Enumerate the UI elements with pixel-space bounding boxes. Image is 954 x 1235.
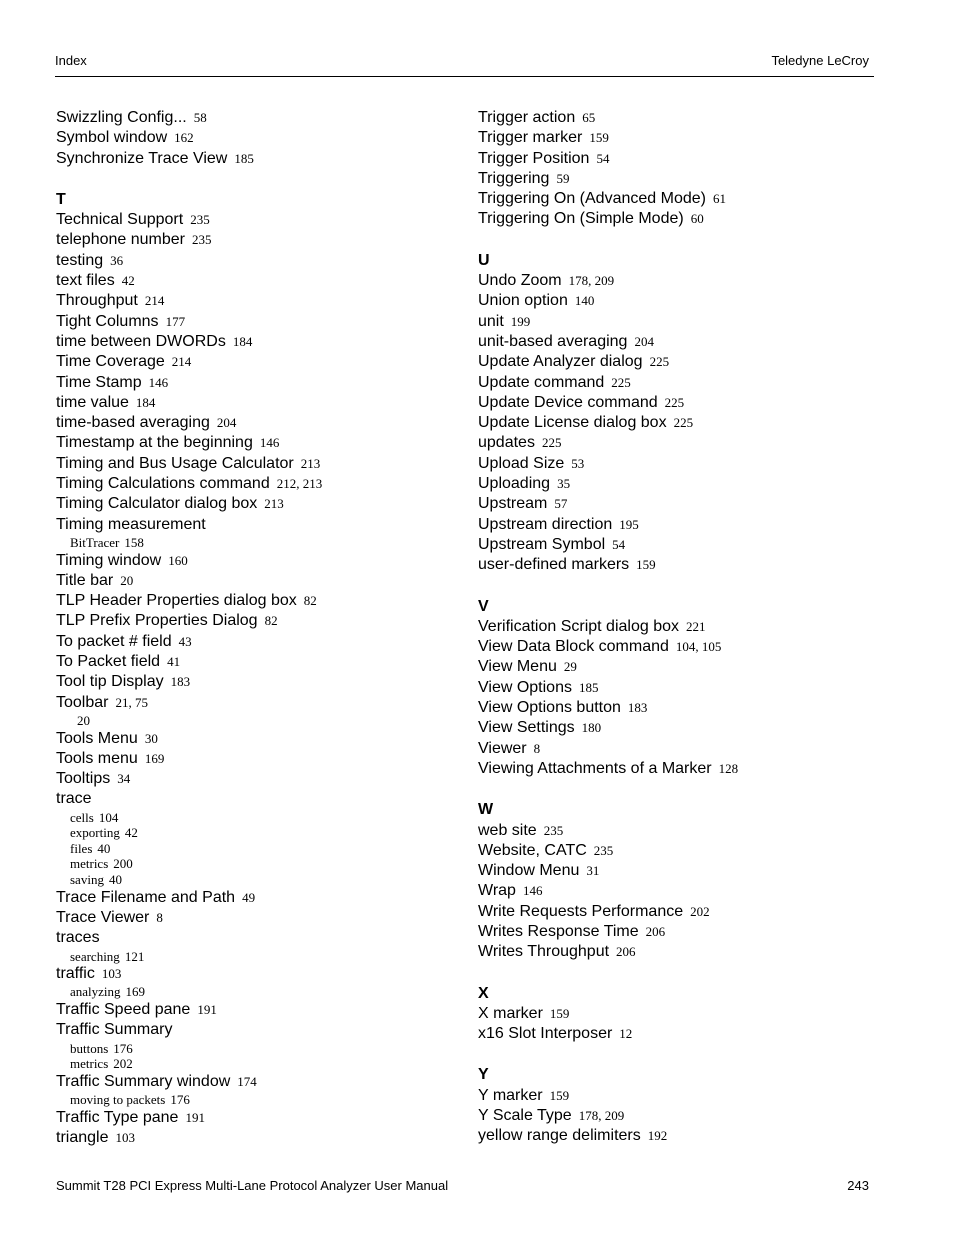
index-letter-heading: Y	[478, 1066, 489, 1084]
index-entry	[56, 769, 456, 789]
index-page-ref: 12	[619, 1026, 633, 1042]
index-entry	[56, 928, 456, 948]
header-section-title: Index	[55, 53, 87, 68]
index-page-ref: 183	[627, 700, 648, 716]
index-page-ref: 103	[101, 966, 122, 982]
index-term: Window Menu	[478, 862, 580, 880]
index-entry	[478, 1004, 878, 1024]
index-term: Time Coverage	[56, 353, 165, 371]
index-subentry	[56, 984, 456, 1000]
index-entry	[56, 251, 456, 271]
index-term: Triggering	[478, 169, 550, 187]
index-term: Tooltips	[56, 770, 111, 788]
index-letter-heading: V	[478, 597, 489, 615]
index-term: traces	[56, 929, 100, 947]
index-page-ref: 204	[216, 415, 237, 431]
index-term: View Settings	[478, 719, 575, 737]
index-term: searching	[70, 948, 120, 964]
index-term: cells	[70, 809, 94, 825]
index-term: X marker	[478, 1004, 543, 1022]
index-page-ref: 225	[541, 435, 562, 451]
index-term: time between DWORDs	[56, 332, 226, 350]
index-page-ref: 104, 105	[675, 639, 722, 655]
index-entry	[56, 271, 456, 291]
index-page-ref: 121	[124, 948, 145, 964]
index-term: Union option	[478, 292, 568, 310]
index-entry	[478, 739, 878, 759]
index-entry	[56, 433, 456, 453]
index-term: Update License dialog box	[478, 414, 667, 432]
index-term: Time Stamp	[56, 373, 142, 391]
index-page-ref: 8	[533, 740, 541, 756]
index-entry	[478, 393, 878, 413]
index-term: Timing and Bus Usage Calculator	[56, 454, 294, 472]
index-page-ref: 206	[616, 944, 636, 960]
index-subentry	[56, 1092, 456, 1108]
index-term: Upstream direction	[478, 515, 613, 533]
index-entry	[478, 759, 878, 779]
index-page-ref: 54	[596, 150, 610, 166]
index-entry	[478, 169, 878, 189]
index-page-ref: 191	[185, 1109, 205, 1125]
index-entry	[478, 657, 878, 677]
index-entry	[478, 312, 878, 332]
index-entry	[56, 210, 456, 230]
index-term: x16 Slot Interposer	[478, 1025, 613, 1043]
index-page-ref: 57	[554, 496, 568, 512]
index-term: moving to packets	[70, 1092, 166, 1108]
index-entry	[56, 1020, 456, 1040]
index-entry	[478, 474, 878, 494]
index-entry	[478, 535, 878, 555]
index-entry	[56, 352, 456, 372]
index-term: Trace Filename and Path	[56, 888, 236, 906]
index-term: exporting	[70, 825, 120, 841]
index-page-ref: 212, 213	[276, 476, 323, 492]
index-term: View Options button	[478, 699, 621, 717]
index-page-ref: 184	[232, 333, 253, 349]
index-term: Trigger marker	[478, 129, 583, 147]
index-entry	[56, 1072, 456, 1092]
index-term: Title bar	[56, 571, 114, 589]
index-page-ref: 185	[234, 150, 254, 166]
index-page-ref: 169	[144, 750, 165, 766]
index-page-ref: 146	[522, 883, 543, 899]
index-page-ref: 61	[712, 191, 726, 207]
index-page-ref: 20	[77, 712, 90, 728]
index-entry	[56, 149, 456, 169]
index-page-ref: 53	[571, 455, 585, 471]
index-term: Traffic Summary	[56, 1021, 173, 1039]
index-page-ref: 178, 209	[578, 1108, 625, 1124]
index-page-ref: 184	[135, 394, 156, 410]
index-entry	[478, 555, 878, 575]
index-term: Traffic Speed pane	[56, 1001, 191, 1019]
index-page-ref: 191	[197, 1002, 217, 1018]
index-page-ref: 162	[174, 130, 194, 146]
index-page-ref: 169	[125, 984, 146, 1000]
index-term: Tool tip Display	[56, 673, 164, 691]
index-term: To packet # field	[56, 632, 172, 650]
index-term: Traffic Type pane	[56, 1108, 179, 1126]
index-subentry	[56, 535, 456, 551]
index-term: web site	[478, 821, 537, 839]
index-page-ref: 206	[645, 923, 666, 939]
index-entry	[56, 1108, 456, 1128]
index-entry	[478, 942, 878, 962]
index-page-ref: 146	[259, 435, 280, 451]
index-page-ref: 174	[237, 1073, 257, 1089]
index-page-ref: 204	[634, 333, 654, 349]
index-term: Y marker	[478, 1086, 543, 1104]
index-entry	[56, 591, 456, 611]
index-page-ref: 104	[98, 809, 119, 825]
index-page-ref: 40	[97, 840, 111, 856]
index-page-ref: 159	[636, 557, 656, 573]
index-page-ref: 214	[171, 354, 192, 370]
index-term: Y Scale Type	[478, 1107, 572, 1125]
index-term: testing	[56, 251, 104, 269]
index-page-ref: 60	[690, 211, 704, 227]
index-entry	[56, 108, 456, 128]
index-term: TLP Prefix Properties Dialog	[56, 612, 258, 630]
index-term: time value	[56, 393, 129, 411]
index-entry	[478, 189, 878, 209]
index-page-ref: 200	[113, 856, 133, 872]
index-entry	[56, 1128, 456, 1148]
index-term: Throughput	[56, 292, 138, 310]
index-entry	[56, 888, 456, 908]
index-term: unit	[478, 312, 504, 330]
index-entry	[56, 672, 456, 692]
index-letter-heading: U	[478, 251, 490, 269]
index-page-ref: 225	[649, 354, 670, 370]
index-term: yellow range delimiters	[478, 1127, 641, 1145]
index-page-ref: 42	[121, 273, 135, 289]
index-entry	[56, 494, 456, 514]
index-entry	[478, 515, 878, 535]
index-term: time-based averaging	[56, 414, 210, 432]
index-page-ref: 49	[242, 889, 256, 905]
index-term: Technical Support	[56, 211, 184, 229]
index-term: View Data Block command	[478, 638, 669, 656]
index-term: Traffic Summary window	[56, 1072, 231, 1090]
index-page-ref: 214	[144, 293, 165, 309]
index-page-ref: 82	[264, 613, 278, 629]
index-page-ref: 146	[148, 374, 169, 390]
index-page-ref: 159	[549, 1087, 570, 1103]
index-page-ref: 176	[113, 1040, 133, 1056]
index-term: user-defined markers	[478, 556, 630, 574]
index-entry	[478, 494, 878, 514]
index-entry	[56, 693, 456, 713]
index-term: View Options	[478, 678, 572, 696]
index-page-ref: 59	[556, 170, 570, 186]
index-term: telephone number	[56, 231, 185, 249]
index-term: Uploading	[478, 475, 551, 493]
index-page-ref: 40	[108, 872, 122, 888]
index-term: Upstream Symbol	[478, 535, 606, 553]
index-term: Triggering On (Advanced Mode)	[478, 190, 706, 208]
index-page-ref: 176	[170, 1092, 190, 1108]
index-entry	[56, 454, 456, 474]
index-entry	[56, 393, 456, 413]
index-term: Verification Script dialog box	[478, 617, 679, 635]
index-entry	[478, 922, 878, 942]
index-page-ref: 235	[191, 232, 212, 248]
index-entry	[478, 149, 878, 169]
index-page-ref: 158	[124, 534, 144, 550]
index-term: Wrap	[478, 882, 516, 900]
index-term: Triggering On (Simple Mode)	[478, 210, 684, 228]
index-entry	[478, 332, 878, 352]
index-term: Timing measurement	[56, 515, 206, 533]
index-entry	[56, 413, 456, 433]
index-entry	[478, 352, 878, 372]
index-page-ref: 221	[686, 618, 706, 634]
index-page-ref: 202	[113, 1056, 133, 1072]
index-entry	[478, 1086, 878, 1106]
index-page-ref: 192	[647, 1128, 668, 1144]
index-page-ref: 213	[300, 455, 321, 471]
index-entry	[56, 713, 456, 729]
index-term: metrics	[70, 856, 109, 872]
index-term: BitTracer	[70, 534, 120, 550]
index-term: Tools Menu	[56, 729, 138, 747]
index-entry	[56, 789, 456, 809]
index-letter-heading: X	[478, 984, 489, 1002]
index-entry	[56, 611, 456, 631]
index-page-ref: 225	[611, 374, 631, 390]
index-term: Synchronize Trace View	[56, 149, 228, 167]
index-entry	[478, 108, 878, 128]
index-page-ref: 185	[578, 679, 599, 695]
index-term: Tight Columns	[56, 312, 159, 330]
index-entry	[478, 861, 878, 881]
index-term: files	[70, 840, 93, 856]
index-term: View Menu	[478, 658, 557, 676]
index-entry	[56, 551, 456, 571]
index-entry	[478, 209, 878, 229]
index-letter-heading: W	[478, 801, 494, 819]
index-entry	[56, 291, 456, 311]
index-letter-heading: T	[56, 190, 66, 208]
index-term: Tools menu	[56, 749, 138, 767]
index-term: Undo Zoom	[478, 272, 562, 290]
index-term: Update command	[478, 373, 605, 391]
index-page-ref: 140	[574, 293, 595, 309]
index-page-ref: 177	[165, 313, 186, 329]
footer-page-number: 243	[847, 1178, 869, 1193]
index-page-ref: 235	[593, 842, 614, 858]
index-term: Update Device command	[478, 393, 658, 411]
index-entry	[56, 230, 456, 250]
index-entry	[478, 698, 878, 718]
index-entry	[478, 821, 878, 841]
index-term: Write Requests Performance	[478, 902, 684, 920]
index-term: saving	[70, 872, 104, 888]
index-term: Writes Response Time	[478, 922, 639, 940]
index-entry	[56, 312, 456, 332]
index-term: buttons	[70, 1040, 109, 1056]
index-page-ref: 202	[690, 903, 710, 919]
index-entry	[56, 515, 456, 535]
index-page-ref: 30	[144, 730, 158, 746]
index-entry	[478, 881, 878, 901]
index-page-ref: 54	[612, 536, 626, 552]
index-entry	[478, 1106, 878, 1126]
index-page-ref: 82	[303, 593, 317, 609]
index-entry	[56, 1000, 456, 1020]
index-entry	[478, 841, 878, 861]
index-subentry	[56, 856, 456, 872]
index-term: Update Analyzer dialog	[478, 353, 643, 371]
header-divider	[55, 76, 874, 77]
index-term: triangle	[56, 1129, 109, 1146]
index-term: trace	[56, 790, 92, 808]
index-page-ref: 65	[582, 110, 596, 125]
index-term: traffic	[56, 965, 95, 983]
index-page-ref: 36	[110, 252, 124, 268]
index-page-ref: 35	[557, 476, 571, 492]
index-page-ref: 103	[115, 1130, 135, 1145]
index-entry	[478, 454, 878, 474]
index-page-ref: 235	[543, 822, 564, 838]
index-term: Upload Size	[478, 454, 565, 472]
index-entry	[478, 373, 878, 393]
index-entry	[478, 271, 878, 291]
index-term: unit-based averaging	[478, 332, 628, 350]
index-entry	[478, 413, 878, 433]
index-entry	[478, 617, 878, 637]
index-subentry	[56, 1056, 456, 1072]
index-subentry	[56, 825, 456, 841]
index-page-ref: 42	[124, 825, 138, 841]
index-entry	[478, 678, 878, 698]
index-page-ref: 31	[586, 863, 600, 879]
index-term: text files	[56, 272, 115, 290]
index-page-ref: 195	[619, 516, 639, 532]
index-entry	[56, 908, 456, 928]
index-page-ref: 29	[563, 659, 577, 675]
index-term: Writes Throughput	[478, 943, 610, 961]
index-term: Trace Viewer	[56, 908, 150, 926]
index-term: updates	[478, 434, 535, 452]
index-page-ref: 8	[156, 909, 163, 925]
index-term: metrics	[70, 1056, 109, 1072]
index-page-ref: 160	[168, 552, 188, 568]
index-term: Toolbar	[56, 693, 109, 711]
index-entry	[56, 964, 456, 984]
index-entry	[56, 632, 456, 652]
index-term: Swizzling Config...	[56, 109, 187, 126]
index-page-ref: 43	[178, 633, 192, 649]
index-column-left	[56, 108, 456, 1148]
index-entry	[478, 718, 878, 738]
index-page-ref: 20	[120, 572, 134, 588]
index-page-ref: 21, 75	[115, 694, 148, 710]
index-term: Timing window	[56, 551, 162, 569]
index-page-ref: 178, 209	[568, 273, 615, 289]
index-term: Upstream	[478, 495, 548, 513]
index-term: Website, CATC	[478, 841, 587, 859]
index-page-ref: 199	[510, 313, 531, 329]
index-entry	[478, 128, 878, 148]
footer-manual-title: Summit T28 PCI Express Multi-Lane Protocol Analyzer User Manual	[56, 1178, 449, 1193]
index-subentry	[56, 872, 456, 888]
index-entry	[478, 637, 878, 657]
header-company-name: Teledyne LeCroy	[771, 53, 869, 68]
index-page-ref: 34	[117, 771, 131, 787]
index-page-ref: 159	[549, 1005, 570, 1021]
index-page-ref: 128	[718, 760, 739, 776]
index-page-ref: 225	[664, 394, 685, 410]
index-page-ref: 58	[193, 110, 207, 125]
index-entry	[56, 332, 456, 352]
index-page-ref: 41	[167, 654, 181, 670]
index-term: Viewer	[478, 739, 527, 757]
index-page-ref: 225	[673, 415, 694, 431]
index-term: Timestamp at the beginning	[56, 434, 253, 452]
index-term: analyzing	[70, 984, 121, 1000]
index-entry	[56, 373, 456, 393]
index-term: Timing Calculations command	[56, 475, 270, 493]
index-subentry	[56, 810, 456, 826]
index-entry	[478, 1024, 878, 1044]
index-entry	[478, 291, 878, 311]
index-term: To Packet field	[56, 653, 161, 671]
index-subentry	[56, 1041, 456, 1057]
index-entry	[56, 571, 456, 591]
index-entry	[56, 128, 456, 148]
index-page-ref: 159	[589, 130, 609, 146]
index-term: Trigger Position	[478, 149, 590, 167]
index-column-right	[478, 108, 878, 1147]
index-entry	[56, 729, 456, 749]
index-subentry	[56, 841, 456, 857]
index-term: Viewing Attachments of a Marker	[478, 759, 712, 777]
index-term: TLP Header Properties dialog box	[56, 592, 297, 610]
index-subentry	[56, 949, 456, 965]
index-term: Trigger action	[478, 109, 576, 126]
index-entry	[56, 474, 456, 494]
index-page-ref: 183	[170, 674, 191, 690]
index-entry	[478, 1126, 878, 1146]
index-entry	[56, 652, 456, 672]
index-term: Timing Calculator dialog box	[56, 495, 258, 513]
index-entry	[478, 433, 878, 453]
index-entry	[478, 902, 878, 922]
index-term: Symbol window	[56, 129, 168, 147]
index-page-ref: 180	[581, 720, 602, 736]
index-entry	[56, 749, 456, 769]
index-page-ref: 235	[190, 212, 210, 228]
index-page-ref: 213	[264, 496, 284, 512]
